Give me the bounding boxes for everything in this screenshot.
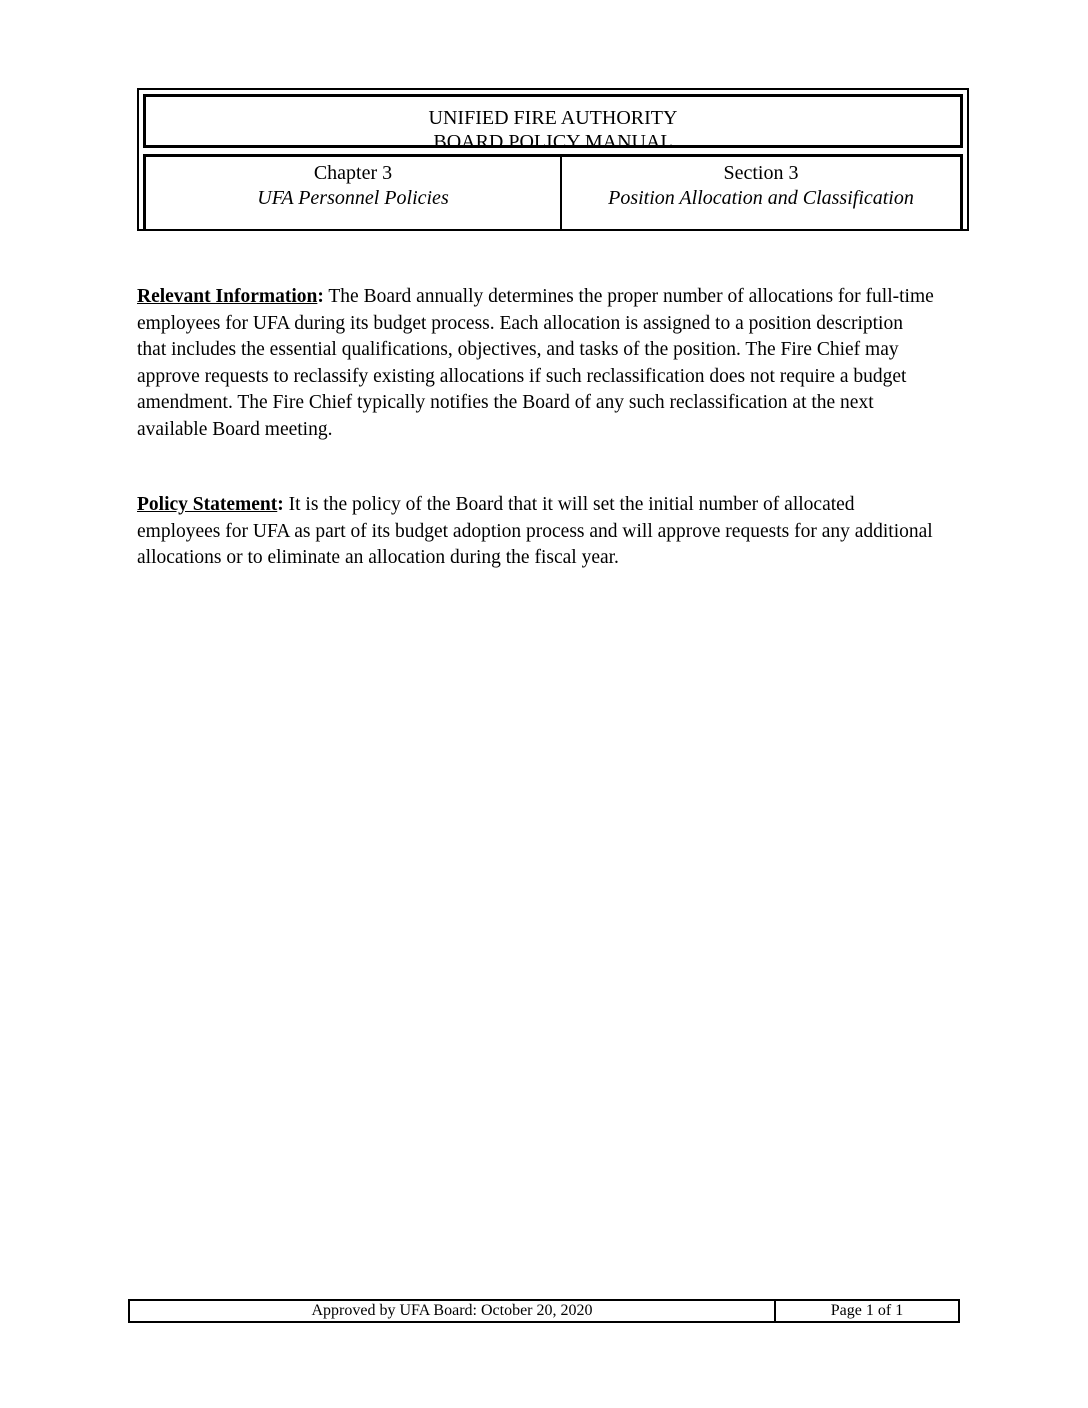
chapter-name: UFA Personnel Policies [257, 187, 449, 209]
relevant-information-text: The Board annually determines the proper number of allocations for full-time employees for UFA during its budget process. Each allocation is assigned to a position description that includes the essential qualifications, objectives, and tasks of the position. The Fire Chief may approve requests to reclassify existing allocations if such reclassification does not require a budget amendment. The Fire Chief typically notifies the Board of any such reclassification at the next available Board meeting. [137, 286, 934, 440]
chapter-section-row [143, 154, 963, 229]
approval-date: Approved by UFA Board: October 20, 2020 [130, 1301, 776, 1321]
policy-statement-colon: : [277, 494, 284, 515]
page-number: Page 1 of 1 [830, 1302, 904, 1319]
organization-name: UNIFIED FIRE AUTHORITY [428, 107, 678, 129]
relevant-information-label: Relevant Information [137, 286, 318, 307]
policy-header [137, 88, 969, 231]
relevant-information-colon: : [317, 286, 324, 307]
page-footer [128, 1299, 960, 1323]
relevant-information-paragraph [137, 284, 937, 443]
section-cell [562, 157, 960, 229]
section-number: Section 3 [723, 162, 799, 184]
chapter-cell [146, 157, 562, 229]
policy-statement-text: It is the policy of the Board that it will set the initial number of allocated employees for UFA as part of its budget adoption process and will approve requests for any additional allocations or to eliminate an allocation during the fiscal year. [137, 494, 933, 568]
manual-name: BOARD POLICY MANUAL [433, 131, 673, 153]
manual-title-block [143, 94, 963, 153]
section-name: Position Allocation and Classification [608, 187, 914, 209]
policy-statement-label: Policy Statement [137, 494, 278, 515]
policy-statement-paragraph [137, 492, 937, 572]
chapter-number: Chapter 3 [313, 162, 393, 184]
